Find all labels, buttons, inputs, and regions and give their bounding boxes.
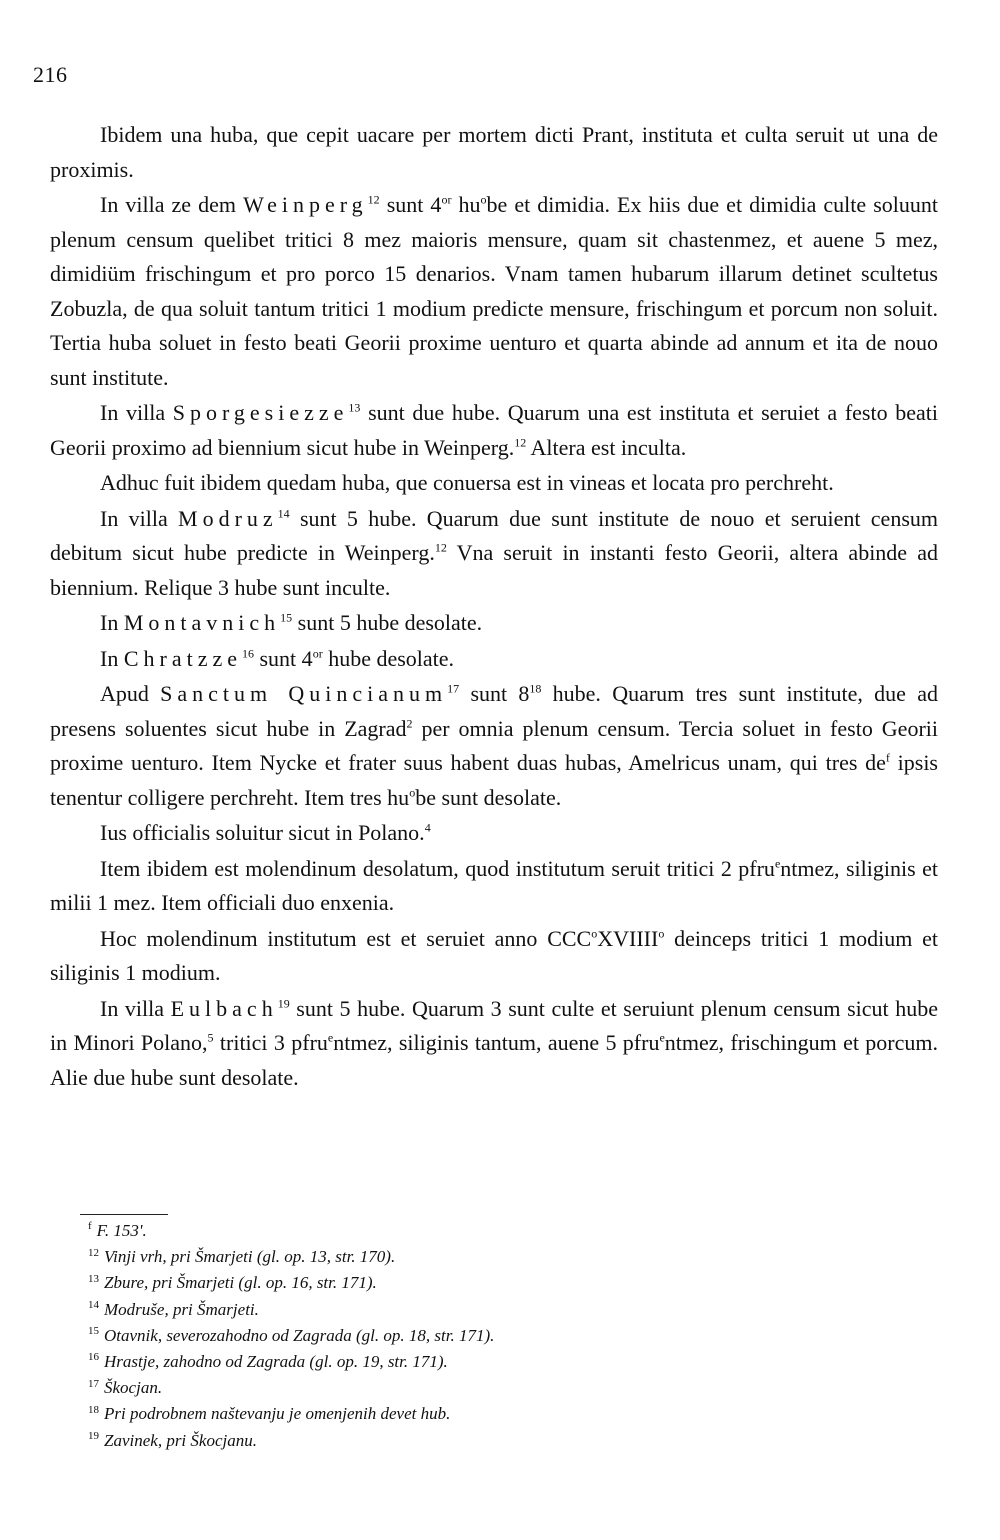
superscript: o [409,785,416,800]
text: XVIIII [597,925,659,951]
text: be et dimidia. Ex hiis due et dimidia culte soluunt plenum censum quelibet tritici 8 mez maioris mensure, quam sit chastenmez, et auene 5 mez, dimidiüm frischingum et pro porco 15 denarios. Vnam tamen hubarum illarum detinet scultetus Zobuzla, de qua soluit tantum tritici 1 modium predicte mensure, frischingum et porcum non soluit. Tertia huba soluet in festo beati Georii proxime uenturo et quarta abinde ad annum et ita de nouo sunt institute. [50,192,938,390]
paragraph-9 [50,816,938,851]
superscript: or [441,192,452,207]
footnotes [88,1218,808,1454]
footnote-ref: 12 [367,192,380,207]
footnote-ref: 17 [447,681,460,696]
footnote-text: Modruše, pri Šmarjeti. [104,1299,259,1319]
footnote-number: 14 [88,1298,99,1311]
superscript: e [659,1030,665,1045]
text: tritici 3 pfru [213,1030,328,1055]
footnote-number: 17 [88,1377,99,1390]
footnote [88,1270,808,1296]
text: ntmez, siliginis et milii 1 mez. Item officiali duo enxenia. [50,855,938,915]
text: Altera est inculta. [526,434,687,460]
paragraph-4 [50,466,938,501]
text: In villa ze dem [100,192,244,217]
paragraph-8 [50,677,938,815]
footnote-text: Škocjan. [104,1378,163,1398]
footnote-number: 13 [88,1272,99,1285]
superscript: o [658,926,665,941]
footnote-text: Zavinek, pri Škocjanu. [104,1430,257,1450]
footnote [88,1428,808,1454]
text: be sunt desolate. [415,784,562,810]
text: In villa [100,400,173,425]
text: sunt 5 hube. Quarum 3 sunt culte et seruiunt plenum censum sicut hube in Minori Polano, [50,995,939,1055]
text: ntmez, siliginis tantum, auene 5 pfru [333,1030,660,1055]
text: hube. Quarum tres sunt institute, due ad presens soluentes sicut hube in Zagrad [50,681,938,741]
footnote-ref: 15 [280,610,293,625]
footnote-ref: 12 [514,435,527,450]
text: deinceps tritici 1 modium et siliginis 1 modium. [50,925,938,985]
footnote [88,1401,808,1427]
paragraph-10 [50,852,938,921]
superscript: o [480,192,487,207]
text: Adhuc fuit ibidem quedam huba, que conuersa est in vineas et locata pro perchreht. [100,470,834,495]
text: Apud [100,681,161,706]
paragraph-7 [50,642,938,677]
paragraph-11 [50,922,938,991]
page-number: 216 [33,62,68,87]
text: sunt due hube. Quarum una est instituta et seruiet a festo beati Georii proximo ad biennium sicut hube in Weinperg. [50,400,938,460]
text: Hoc molendinum institutum est et seruiet anno CCC [100,925,592,951]
text: Item ibidem est molendinum desolatum, quod institutum seruit tritici 2 pfru [100,855,775,881]
text: per omnia plenum censum. Tercia soluet in festo Georii proxime uenturo. Item Nycke et frater suus habent duas hubas, Amelricus unam, qui tres de [50,715,938,775]
footnote-divider [80,1214,168,1215]
place-name: Sporgesiezze [172,400,349,425]
paragraph-3 [50,396,938,465]
text: sunt 8 [459,681,530,706]
place-name: Eulbach [170,995,278,1021]
text: In villa [100,995,171,1021]
text: sunt 5 hube desolate. [292,610,483,635]
superscript: or [312,646,323,661]
footnote-ref: 19 [277,996,290,1011]
footnote-number: 19 [88,1429,99,1442]
text: ipsis tenentur colligere perchreht. Item tres hu [50,750,938,810]
text: sunt 5 hube. Quarum due sunt institute de nouo et seruient censum debitum sicut hube predicte in Weinperg. [50,505,938,565]
footnote-ref: 5 [207,1030,214,1045]
text: hu [451,192,481,217]
body-text [50,118,938,1095]
place-name: Montavnich [123,610,281,635]
paragraph-2 [50,188,938,395]
footnote [88,1349,808,1375]
text: In villa [100,505,179,531]
place-name: Chratzze [123,645,242,671]
text: ntmez, frischingum et porcum. Alie due hube sunt desolate. [50,1030,938,1090]
text: Ius officialis soluitur sicut in Polano. [100,820,425,845]
footnote-number: 16 [88,1351,99,1364]
footnote-ref: 16 [242,646,254,661]
footnote-number: 15 [88,1325,99,1338]
text: In [100,610,124,635]
footnote-number: 18 [88,1403,99,1416]
footnote-number: 12 [88,1246,99,1259]
footnote-ref: 2 [406,716,413,731]
superscript: e [774,856,781,871]
footnote [88,1323,808,1349]
footnote-ref: 18 [529,681,542,696]
footnote-text: F. 153'. [96,1221,147,1240]
footnote-ref: 13 [348,400,361,415]
superscript: o [591,926,598,941]
place-name: Sanctum Quincianum [160,681,448,706]
text: In [100,645,124,671]
paragraph-1 [50,118,938,187]
paragraph-5 [50,502,938,606]
footnote-text: Hrastje, zahodno od Zagrada (gl. op. 19, str. 171). [104,1352,448,1372]
footnote-text: Otavnik, severozahodno od Zagrada (gl. op. 18, str. 171). [104,1325,495,1345]
footnote-ref: 12 [434,540,447,555]
footnote-text: Pri podrobnem naštevanju je omenjenih devet hub. [104,1404,451,1424]
paragraph-6 [50,606,938,641]
text: sunt 4 [254,645,313,671]
footnote-text: Zbure, pri Šmarjeti (gl. op. 16, str. 171). [104,1273,377,1293]
footnote-text: Vinji vrh, pri Šmarjeti (gl. op. 13, str. 170). [104,1247,396,1267]
text: hube desolate. [322,645,455,671]
footnote [88,1297,808,1323]
text: Vna seruit in instanti festo Georii, altera abinde ad biennium. Relique 3 hube sunt inculte. [50,540,938,600]
place-name: Modruz [178,505,278,531]
footnote [88,1244,808,1270]
footnote-number: f [88,1220,92,1233]
place-name: Weinperg [243,192,368,217]
footnote-ref: 14 [277,506,290,521]
paragraph-12 [50,992,938,1096]
text: sunt 4 [379,192,442,217]
footnote [88,1218,808,1244]
footnote-ref: 4 [424,820,431,835]
footnote [88,1375,808,1401]
footnote-ref: f [885,750,890,765]
superscript: e [327,1030,334,1045]
text: Ibidem una huba, que cepit uacare per mortem dicti Prant, instituta et culta seruit ut una de proximis. [50,122,938,182]
